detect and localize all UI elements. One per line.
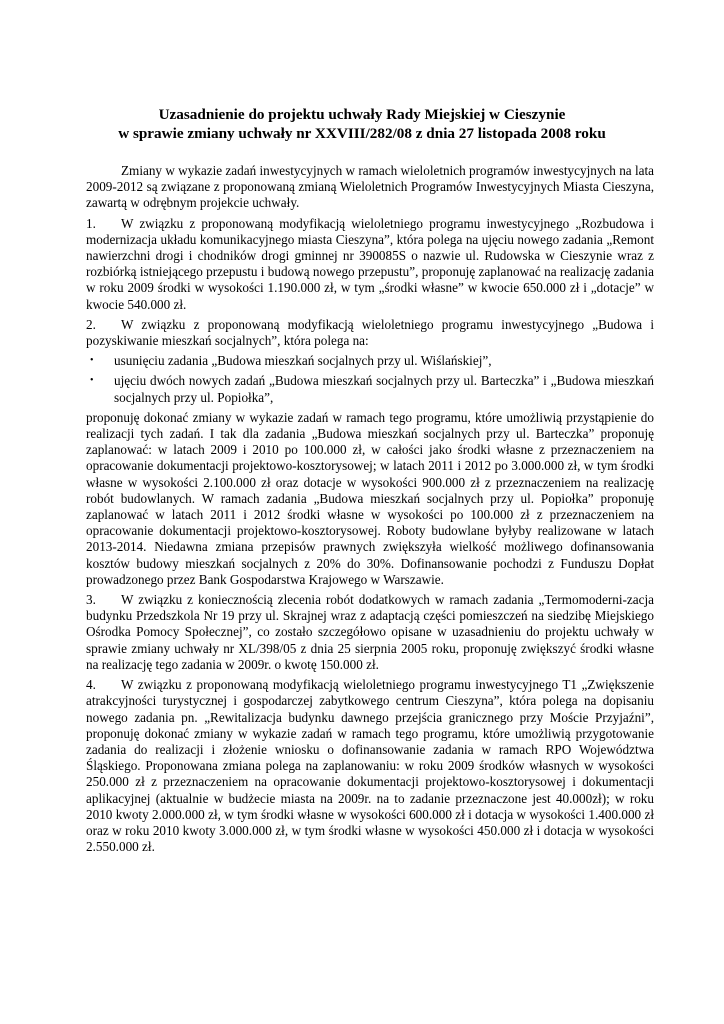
item-2-bullet-list <box>86 353 654 406</box>
item-2-continuation: proponuję dokonać zmiany w wykazie zadań w ramach tego programu, które umożliwią przystąpienie do realizacji tych zadań. I tak dla zadania „Budowa mieszkań socjalnych przy ul. Barteczka” proponuję zaplanować: w latach 2009 i 2010 po 100.000 zł, w całości jako środki własne z przeznaczeniem na opracowanie dokumentacji projektowo-kosztorysowej; w latach 2011 i 2012 po 3.000.000 zł, w tym środki własne w wysokości 2.100.000 zł oraz dotacje w wysokości 900.000 zł z przeznaczeniem na realizację robót budowlanych. W ramach zadania „Budowa mieszkań socjalnych przy ul. Popiołka” proponuję zaplanować w latach 2011 i 2012 środki własne w wysokości po 100.000 zł z przeznaczeniem na opracowanie dokumentacji projektowo-kosztorysowej. Roboty budowlane byłyby realizowane w latach 2013-2014. Niedawna zmiana przepisów prawnych zwiększyła wielkość możliwego dofinansowania kosztów budowy mieszkań socjalnych z 20% do 30%. Dofinansowanie pochodzi z Funduszu Dopłat prowadzonego przez Bank Gospodarstwa Krajowego w Warszawie. <box>86 409 654 587</box>
intro-paragraph: Zmiany w wykazie zadań inwestycyjnych w ramach wieloletnich programów inwestycyjnych na lata 2009-2012 są związane z proponowaną zmianą Wieloletnich Programów Inwestycyjnych Miasta Cieszyna, zawartą w odrębnym projekcie uchwały. <box>86 163 654 211</box>
item-2 <box>86 317 654 349</box>
bullet-text: usunięciu zadania „Budowa mieszkań socjalnych przy ul. Wiślańskiej”, <box>114 353 492 369</box>
bullet-icon: • <box>90 375 94 387</box>
document-body <box>86 163 654 855</box>
item-1-number: 1. <box>86 215 96 231</box>
item-2-number: 2. <box>86 316 96 332</box>
bullet-text: ujęciu dwóch nowych zadań „Budowa mieszkań socjalnych przy ul. Barteczka” i „Budowa mieszkań socjalnych przy ul. Popiołka”, <box>114 373 654 405</box>
bullet-icon: • <box>90 355 94 367</box>
item-1-text: W związku z proponowaną modyfikacją wieloletniego programu inwestycyjnego „Rozbudowa i modernizacja układu komunikacyjnego miasta Cieszyna”, która polega na ujęciu nowego zadania „Remont nawierzchni drogi i chodników drogi gminnej nr 390085S o nazwie ul. Rudowska w Cieszynie wraz z rozbiórką istniejącego przepustu i budową nowego przepustu”, proponuję zaplanować na realizację zadania w roku 2009 środki w wysokości 1.190.000 zł, w tym „środki własne” w kwocie 650.000 zł i „dotacje” w kwocie 540.000 zł. <box>86 215 654 312</box>
item-2-text: W związku z proponowaną modyfikacją wieloletniego programu inwestycyjnego „Budowa i pozyskiwanie mieszkań socjalnych”, która polega na: <box>86 316 654 349</box>
list-item <box>86 373 654 405</box>
item-4-number: 4. <box>86 677 96 693</box>
item-4-text: W związku z proponowaną modyfikacją wieloletniego programu inwestycyjnego T1 „Zwiększenie atrakcyjności turystycznej i gospodarczej zabytkowego centrum Cieszyna”, która polega na dopisaniu nowego zadania pn. „Rewitalizacja budynku dawnego przejścia granicznego przy Moście Przyjaźni”, proponuję dokonać zmiany w wykazie zadań w ramach tego programu, które umożliwią przygotowanie zadania do realizacji i złożenie wniosku o dofinansowanie zadania w ramach RPO Województwa Śląskiego. Proponowana zmiana polega na zaplanowaniu: w roku 2009 środków własnych w wysokości 250.000 zł z przeznaczeniem na opracowanie dokumentacji projektowo-kosztorysowej i dokumentacji aplikacyjnej (aktualnie w budżecie miasta na 2009r. na to zadanie przeznaczone jest 40.000zł); w roku 2010 kwoty 2.000.000 zł, w tym środki własne w wysokości 600.000 zł i dotacja w wysokości 1.400.000 zł oraz w roku 2010 kwoty 3.000.000 zł, w tym środki własne w wysokości 450.000 zł i dotacja w wysokości 2.550.000 zł. <box>86 677 654 855</box>
document-title <box>60 106 664 143</box>
item-4 <box>86 677 654 855</box>
item-3-text: W związku z koniecznością zlecenia robót dodatkowych w ramach zadania „Termomoderni-zacja budynku Przedszkola Nr 19 przy ul. Skrajnej wraz z adaptacją części pomieszczeń na siedzibę Miejskiego Ośrodka Pomocy Społecznej”, co zostało szczegółowo opisane w uzasadnieniu do projektu uchwały w sprawie zmiany uchwały nr XL/398/05 z dnia 25 sierpnia 2005 roku, proponuję zwiększyć środki własne na realizację tego zadania w 2009r. o kwotę 150.000 zł. <box>86 592 654 672</box>
list-item <box>86 353 654 369</box>
item-1 <box>86 216 654 313</box>
item-3 <box>86 592 654 673</box>
title-line-2: w sprawie zmiany uchwały nr XXVIII/282/08 z dnia 27 listopada 2008 roku <box>118 124 606 142</box>
item-3-number: 3. <box>86 592 96 608</box>
title-line-1: Uzasadnienie do projektu uchwały Rady Miejskiej w Cieszynie <box>158 106 566 123</box>
